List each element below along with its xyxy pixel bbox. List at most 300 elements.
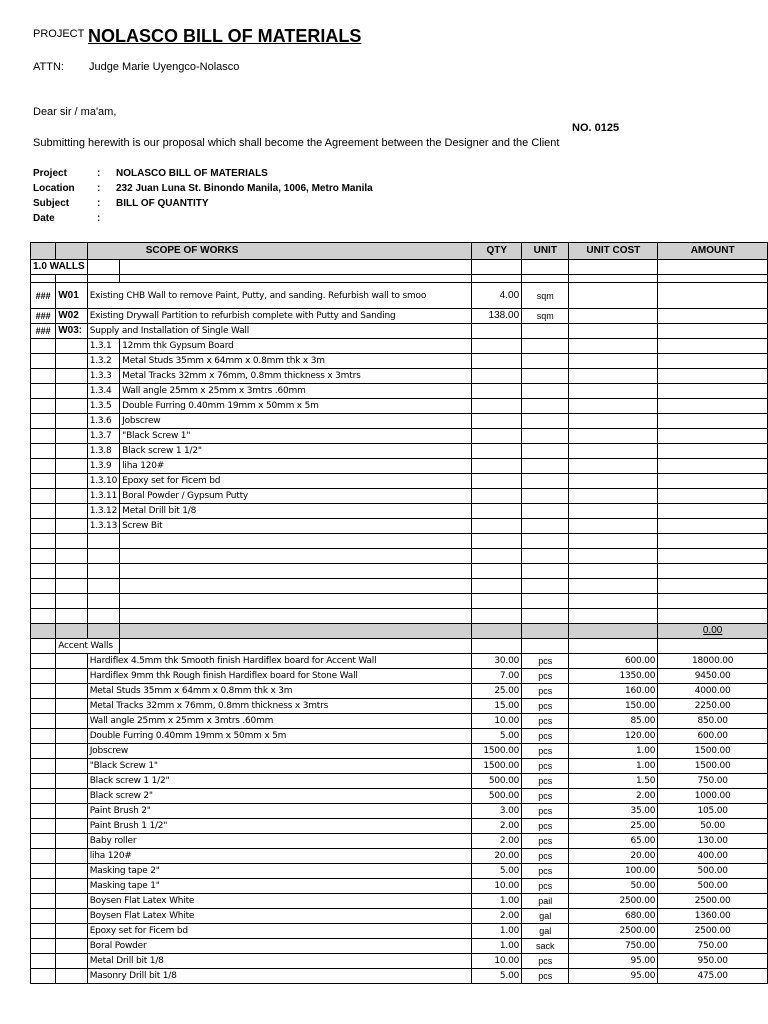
empty-cell: [569, 260, 658, 275]
empty-cell: [658, 564, 768, 579]
section-row: [31, 260, 768, 275]
header-amount: AMOUNT: [658, 243, 768, 260]
material-qty: 500.00: [472, 774, 522, 789]
empty-cell: [56, 894, 88, 909]
empty-cell: [31, 714, 56, 729]
material-row: [31, 684, 768, 699]
material-qty: 1.00: [472, 939, 522, 954]
material-desc: Baby roller: [87, 834, 472, 849]
empty-cell: [472, 414, 522, 429]
empty-cell: [31, 654, 56, 669]
sub-item-row: [31, 444, 768, 459]
empty-cell: [31, 669, 56, 684]
material-desc: Wall angle 25mm x 25mm x 3mtrs .60mm: [87, 714, 472, 729]
empty-cell: [658, 399, 768, 414]
work-item-qty: [472, 324, 522, 339]
material-desc: Black screw 2": [87, 789, 472, 804]
empty-cell: [120, 624, 472, 639]
empty-cell: [87, 564, 119, 579]
material-qty: 500.00: [472, 789, 522, 804]
material-desc: Paint Brush 1 1/2": [87, 819, 472, 834]
empty-cell: [658, 549, 768, 564]
material-amount: 600.00: [658, 729, 768, 744]
sub-item-row: [31, 489, 768, 504]
sub-item-row: [31, 384, 768, 399]
material-unit: pail: [522, 894, 569, 909]
empty-cell: [522, 624, 569, 639]
empty-cell: [31, 519, 56, 534]
empty-cell: [56, 714, 88, 729]
work-item-unit: sqm: [522, 283, 569, 309]
sub-item-number: 1.3.13: [87, 519, 119, 534]
empty-cell: [658, 594, 768, 609]
empty-cell: [56, 654, 88, 669]
empty-cell: [522, 339, 569, 354]
table-header-row: [31, 243, 768, 260]
material-qty: 5.00: [472, 729, 522, 744]
material-desc: Masonry Drill bit 1/8: [87, 969, 472, 984]
sub-item-desc: Jobscrew: [120, 414, 472, 429]
material-desc: Masking tape 1": [87, 879, 472, 894]
sub-item-number: 1.3.8: [87, 444, 119, 459]
empty-cell: [569, 534, 658, 549]
empty-cell: [658, 639, 768, 654]
empty-cell: [569, 579, 658, 594]
empty-cell: [31, 879, 56, 894]
detail-sep: :: [97, 168, 101, 179]
material-desc: liha 120#: [87, 849, 472, 864]
material-qty: 2.00: [472, 909, 522, 924]
empty-cell: [522, 549, 569, 564]
empty-cell: [472, 534, 522, 549]
empty-cell: [522, 534, 569, 549]
header-scope: SCOPE OF WORKS: [87, 243, 472, 260]
material-unit-cost: 680.00: [569, 909, 658, 924]
empty-cell: [56, 969, 88, 984]
empty-cell: [31, 429, 56, 444]
work-item-row: [31, 283, 768, 309]
material-row: [31, 894, 768, 909]
detail-sep: :: [97, 213, 101, 224]
empty-cell: [472, 399, 522, 414]
material-qty: 5.00: [472, 969, 522, 984]
empty-cell: [472, 549, 522, 564]
empty-cell: [31, 504, 56, 519]
detail-label: Location: [33, 183, 75, 194]
empty-cell: [56, 849, 88, 864]
empty-cell: [56, 879, 88, 894]
material-row: [31, 714, 768, 729]
work-item-unit: sqm: [522, 309, 569, 324]
empty-cell: [87, 275, 119, 283]
header-unit-cost: UNIT COST: [569, 243, 658, 260]
material-qty: 30.00: [472, 654, 522, 669]
material-unit-cost: 2.00: [569, 789, 658, 804]
material-qty: 10.00: [472, 879, 522, 894]
work-item-desc: Existing CHB Wall to remove Paint, Putty, and sanding. Refurbish wall to smoo: [87, 283, 472, 309]
empty-cell: [56, 399, 88, 414]
material-unit-cost: 1.00: [569, 744, 658, 759]
empty-cell: [56, 414, 88, 429]
subtotal-amount: 0.00: [658, 624, 768, 639]
empty-cell: [658, 354, 768, 369]
material-row: [31, 669, 768, 684]
blank-row: [31, 549, 768, 564]
material-row: [31, 909, 768, 924]
material-amount: 500.00: [658, 864, 768, 879]
sub-item-desc: Metal Tracks 32mm x 76mm, 0.8mm thickness x 3mtrs: [120, 369, 472, 384]
empty-cell: [569, 283, 658, 309]
material-amount: 1500.00: [658, 744, 768, 759]
material-desc: Metal Drill bit 1/8: [87, 954, 472, 969]
empty-cell: [120, 260, 472, 275]
empty-cell: [31, 444, 56, 459]
empty-cell: [658, 579, 768, 594]
overflow-hash: ###: [31, 283, 56, 309]
empty-cell: [569, 564, 658, 579]
empty-cell: [56, 789, 88, 804]
blank-row: [31, 564, 768, 579]
empty-cell: [31, 459, 56, 474]
empty-cell: [120, 594, 472, 609]
empty-cell: [472, 579, 522, 594]
material-row: [31, 654, 768, 669]
detail-label: Subject: [33, 198, 70, 209]
empty-cell: [31, 969, 56, 984]
material-row: [31, 849, 768, 864]
empty-cell: [569, 549, 658, 564]
work-item-desc: Existing Drywall Partition to refurbish complete with Putty and Sanding: [87, 309, 472, 324]
material-qty: 10.00: [472, 954, 522, 969]
sub-item-desc: "Black Screw 1": [120, 429, 472, 444]
empty-cell: [658, 309, 768, 324]
empty-cell: [31, 894, 56, 909]
material-unit: pcs: [522, 729, 569, 744]
empty-cell: [569, 504, 658, 519]
empty-cell: [31, 864, 56, 879]
material-unit-cost: 95.00: [569, 954, 658, 969]
empty-cell: [658, 504, 768, 519]
section-title: 1.0 WALLS: [31, 260, 88, 275]
material-amount: 475.00: [658, 969, 768, 984]
material-unit-cost: 95.00: [569, 969, 658, 984]
empty-cell: [522, 594, 569, 609]
material-row: [31, 804, 768, 819]
empty-cell: [56, 609, 88, 624]
document-title: NOLASCO BILL OF MATERIALS: [88, 26, 362, 46]
empty-cell: [569, 639, 658, 654]
empty-cell: [87, 624, 119, 639]
empty-cell: [31, 369, 56, 384]
material-qty: 20.00: [472, 849, 522, 864]
sub-item-number: 1.3.4: [87, 384, 119, 399]
salutation: Dear sir / ma'am,: [33, 106, 117, 118]
material-amount: 18000.00: [658, 654, 768, 669]
empty-cell: [569, 459, 658, 474]
work-item-unit: [522, 324, 569, 339]
empty-cell: [522, 275, 569, 283]
material-desc: Hardiflex 4.5mm thk Smooth finish Hardiflex board for Accent Wall: [87, 654, 472, 669]
accent-walls-row: [31, 639, 768, 654]
empty-cell: [522, 369, 569, 384]
sub-item-desc: Black screw 1 1/2": [120, 444, 472, 459]
sub-item-desc: Metal Drill bit 1/8: [120, 504, 472, 519]
material-row: [31, 879, 768, 894]
material-unit: pcs: [522, 849, 569, 864]
material-amount: 130.00: [658, 834, 768, 849]
material-row: [31, 924, 768, 939]
empty-cell: [522, 504, 569, 519]
blank-row: [31, 609, 768, 624]
material-unit-cost: 1350.00: [569, 669, 658, 684]
document-number: NO. 0125: [572, 122, 620, 134]
empty-cell: [522, 579, 569, 594]
detail-label: Project: [33, 168, 67, 179]
spacer-row: [31, 275, 768, 283]
sub-item-number: 1.3.7: [87, 429, 119, 444]
empty-cell: [56, 549, 88, 564]
material-unit: sack: [522, 939, 569, 954]
material-unit: pcs: [522, 669, 569, 684]
empty-cell: [31, 275, 56, 283]
empty-cell: [120, 564, 472, 579]
empty-cell: [472, 624, 522, 639]
material-qty: 1.00: [472, 924, 522, 939]
material-qty: 2.00: [472, 819, 522, 834]
empty-cell: [472, 339, 522, 354]
material-amount: 400.00: [658, 849, 768, 864]
header-qty: QTY: [472, 243, 522, 260]
sub-item-row: [31, 354, 768, 369]
empty-cell: [31, 414, 56, 429]
empty-cell: [569, 594, 658, 609]
empty-cell: [472, 489, 522, 504]
material-row: [31, 819, 768, 834]
material-unit-cost: 100.00: [569, 864, 658, 879]
material-row: [31, 729, 768, 744]
empty-cell: [472, 275, 522, 283]
blank-row: [31, 534, 768, 549]
material-row: [31, 834, 768, 849]
empty-cell: [658, 489, 768, 504]
empty-cell: [31, 609, 56, 624]
empty-cell: [658, 414, 768, 429]
empty-cell: [31, 954, 56, 969]
empty-cell: [569, 354, 658, 369]
empty-cell: [522, 444, 569, 459]
empty-cell: [472, 384, 522, 399]
empty-cell: [569, 384, 658, 399]
material-row: [31, 759, 768, 774]
empty-cell: [56, 275, 88, 283]
empty-cell: [56, 729, 88, 744]
bill-of-quantity-table: [30, 242, 768, 984]
sub-item-desc: Double Furring 0.40mm 19mm x 50mm x 5m: [120, 399, 472, 414]
sub-item-number: 1.3.11: [87, 489, 119, 504]
empty-cell: [522, 384, 569, 399]
empty-cell: [31, 489, 56, 504]
empty-cell: [658, 260, 768, 275]
empty-cell: [56, 534, 88, 549]
empty-cell: [56, 369, 88, 384]
empty-cell: [472, 564, 522, 579]
work-item-qty: 4.00: [472, 283, 522, 309]
empty-cell: [56, 699, 88, 714]
empty-cell: [658, 429, 768, 444]
empty-cell: [120, 609, 472, 624]
empty-cell: [31, 339, 56, 354]
material-unit-cost: 1.00: [569, 759, 658, 774]
empty-cell: [120, 579, 472, 594]
material-unit-cost: 25.00: [569, 819, 658, 834]
empty-cell: [56, 474, 88, 489]
empty-cell: [56, 489, 88, 504]
work-item-row: [31, 324, 768, 339]
material-unit: pcs: [522, 954, 569, 969]
material-unit: pcs: [522, 714, 569, 729]
material-amount: 850.00: [658, 714, 768, 729]
empty-cell: [569, 609, 658, 624]
empty-cell: [658, 339, 768, 354]
empty-cell: [522, 489, 569, 504]
empty-cell: [56, 774, 88, 789]
empty-cell: [56, 579, 88, 594]
empty-cell: [569, 519, 658, 534]
work-item-code: W03:: [56, 324, 88, 339]
empty-cell: [472, 354, 522, 369]
material-unit-cost: 600.00: [569, 654, 658, 669]
empty-cell: [31, 834, 56, 849]
material-unit: pcs: [522, 774, 569, 789]
empty-cell: [87, 594, 119, 609]
material-amount: 2500.00: [658, 924, 768, 939]
sub-item-number: 1.3.1: [87, 339, 119, 354]
subtotal-row: [31, 624, 768, 639]
empty-cell: [31, 819, 56, 834]
empty-cell: [569, 444, 658, 459]
empty-cell: [56, 939, 88, 954]
material-amount: 105.00: [658, 804, 768, 819]
empty-cell: [522, 429, 569, 444]
material-desc: Boral Powder: [87, 939, 472, 954]
empty-cell: [522, 564, 569, 579]
blank-row: [31, 579, 768, 594]
empty-cell: [569, 369, 658, 384]
empty-cell: [31, 474, 56, 489]
empty-cell: [56, 354, 88, 369]
material-unit: pcs: [522, 699, 569, 714]
material-desc: Hardiflex 9mm thk Rough finish Hardiflex board for Stone Wall: [87, 669, 472, 684]
empty-cell: [569, 489, 658, 504]
empty-cell: [87, 609, 119, 624]
sub-item-desc: Metal Studs 35mm x 64mm x 0.8mm thk x 3m: [120, 354, 472, 369]
header-cell: [31, 243, 56, 260]
empty-cell: [56, 924, 88, 939]
material-unit: pcs: [522, 654, 569, 669]
empty-cell: [87, 549, 119, 564]
work-item-desc: Supply and Installation of Single Wall: [87, 324, 472, 339]
empty-cell: [31, 384, 56, 399]
empty-cell: [472, 474, 522, 489]
empty-cell: [31, 624, 56, 639]
work-item-code: W01: [56, 283, 88, 309]
work-item-code: W02: [56, 309, 88, 324]
sub-item-number: 1.3.10: [87, 474, 119, 489]
empty-cell: [31, 909, 56, 924]
material-amount: 500.00: [658, 879, 768, 894]
empty-cell: [31, 729, 56, 744]
empty-cell: [31, 564, 56, 579]
material-unit: pcs: [522, 864, 569, 879]
material-desc: Metal Studs 35mm x 64mm x 0.8mm thk x 3m: [87, 684, 472, 699]
empty-cell: [569, 414, 658, 429]
empty-cell: [569, 309, 658, 324]
empty-cell: [87, 579, 119, 594]
material-qty: 25.00: [472, 684, 522, 699]
empty-cell: [569, 339, 658, 354]
empty-cell: [658, 534, 768, 549]
sub-item-number: 1.3.9: [87, 459, 119, 474]
sub-item-number: 1.3.6: [87, 414, 119, 429]
empty-cell: [31, 354, 56, 369]
empty-cell: [522, 260, 569, 275]
empty-cell: [31, 774, 56, 789]
attn-value: Judge Marie Uyengco-Nolasco: [89, 61, 240, 73]
material-qty: 1500.00: [472, 744, 522, 759]
empty-cell: [56, 384, 88, 399]
empty-cell: [56, 624, 88, 639]
empty-cell: [658, 283, 768, 309]
empty-cell: [472, 639, 522, 654]
material-desc: Paint Brush 2": [87, 804, 472, 819]
detail-sep: :: [97, 198, 101, 209]
material-amount: 2500.00: [658, 894, 768, 909]
empty-cell: [56, 564, 88, 579]
material-row: [31, 939, 768, 954]
sub-item-number: 1.3.5: [87, 399, 119, 414]
material-row: [31, 774, 768, 789]
material-row: [31, 864, 768, 879]
sub-item-row: [31, 399, 768, 414]
empty-cell: [472, 429, 522, 444]
material-row: [31, 954, 768, 969]
material-unit: pcs: [522, 879, 569, 894]
material-unit-cost: 120.00: [569, 729, 658, 744]
empty-cell: [658, 275, 768, 283]
material-desc: Metal Tracks 32mm x 76mm, 0.8mm thickness x 3mtrs: [87, 699, 472, 714]
blank-row: [31, 594, 768, 609]
sub-item-row: [31, 519, 768, 534]
empty-cell: [658, 444, 768, 459]
material-unit: pcs: [522, 834, 569, 849]
empty-cell: [56, 909, 88, 924]
empty-cell: [522, 609, 569, 624]
detail-sep: :: [97, 183, 101, 194]
empty-cell: [522, 399, 569, 414]
material-amount: 1000.00: [658, 789, 768, 804]
empty-cell: [569, 275, 658, 283]
sub-item-row: [31, 459, 768, 474]
sub-item-row: [31, 474, 768, 489]
empty-cell: [658, 609, 768, 624]
empty-cell: [522, 474, 569, 489]
material-unit: pcs: [522, 759, 569, 774]
empty-cell: [658, 519, 768, 534]
empty-cell: [31, 684, 56, 699]
empty-cell: [658, 384, 768, 399]
empty-cell: [120, 639, 472, 654]
material-desc: Double Furring 0.40mm 19mm x 50mm x 5m: [87, 729, 472, 744]
